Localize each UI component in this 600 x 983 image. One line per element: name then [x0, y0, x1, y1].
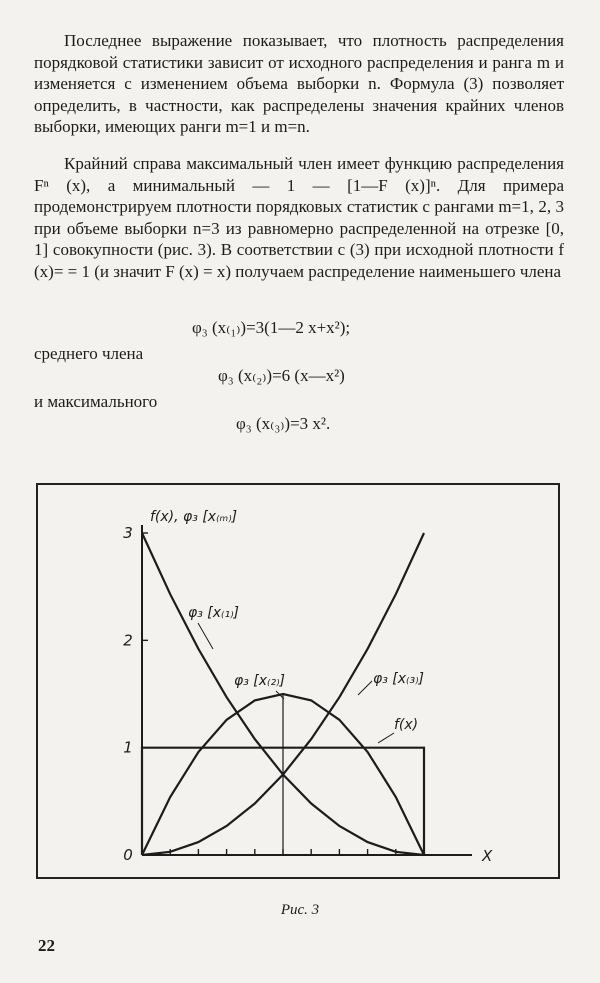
label-middle-term: среднего члена: [34, 344, 144, 363]
figure-3: [36, 483, 560, 879]
y-tick-label: 2: [123, 631, 133, 650]
page-number: 22: [38, 936, 55, 955]
leader-line: [358, 681, 372, 695]
leader-line: [378, 733, 394, 743]
density-chart: [38, 485, 558, 877]
figure-caption: Рис. 3: [280, 902, 320, 918]
y-tick-label: 0: [123, 846, 133, 864]
leader-line: [198, 623, 213, 649]
y-tick-label: 1: [123, 738, 133, 757]
formula-middle: φ₃ (x₍₂₎)=6 (x—x²): [218, 366, 345, 385]
label-phi3-x2: φ₃ [x₍₂₎]: [234, 673, 285, 689]
label-phi3-x3: φ₃ [x₍₃₎]: [373, 671, 424, 687]
paragraph-1: Последнее выражение показывает, что плотность распределения порядковой статистики зависит от исходного распределения и ранга m и изменяется с изменением объема выборки n. Формула (3) позволяет определить, в частности, как распределены значения крайних членов выборки, имеющих ранги m=1 и m=n.: [34, 31, 564, 137]
formula-max: φ₃ (x₍₃₎)=3 x².: [236, 414, 331, 433]
label-uniform-density: f(x): [394, 717, 419, 733]
y-tick-label: 3: [123, 524, 133, 542]
label-max-term: и максимального: [34, 392, 158, 411]
x-axis-label: X: [482, 847, 493, 865]
paragraph-2: Крайний справа максимальный член имеет функцию распределения Fⁿ (x), а минимальный — 1 — [1—F (x)]ⁿ. Для примера продемонстрируем плотности порядковых статистик с рангами m=1, 2, 3 при объеме выборки n=3 из равномерно распределенной на отрезке [0, 1] совокупности (рис. 3). В соответствии с (3) при исходной плотности f (x)= = 1 (и значит F (x) = x) получаем распределение наименьшего члена: [34, 154, 564, 281]
label-phi3-x1: φ₃ [x₍₁₎]: [188, 605, 239, 621]
y-axis-label: f(x), φ₃ [x₍ₘ₎]: [150, 509, 238, 525]
formula-min: φ₃ (x₍₁₎)=3(1—2 x+x²);: [192, 318, 351, 337]
